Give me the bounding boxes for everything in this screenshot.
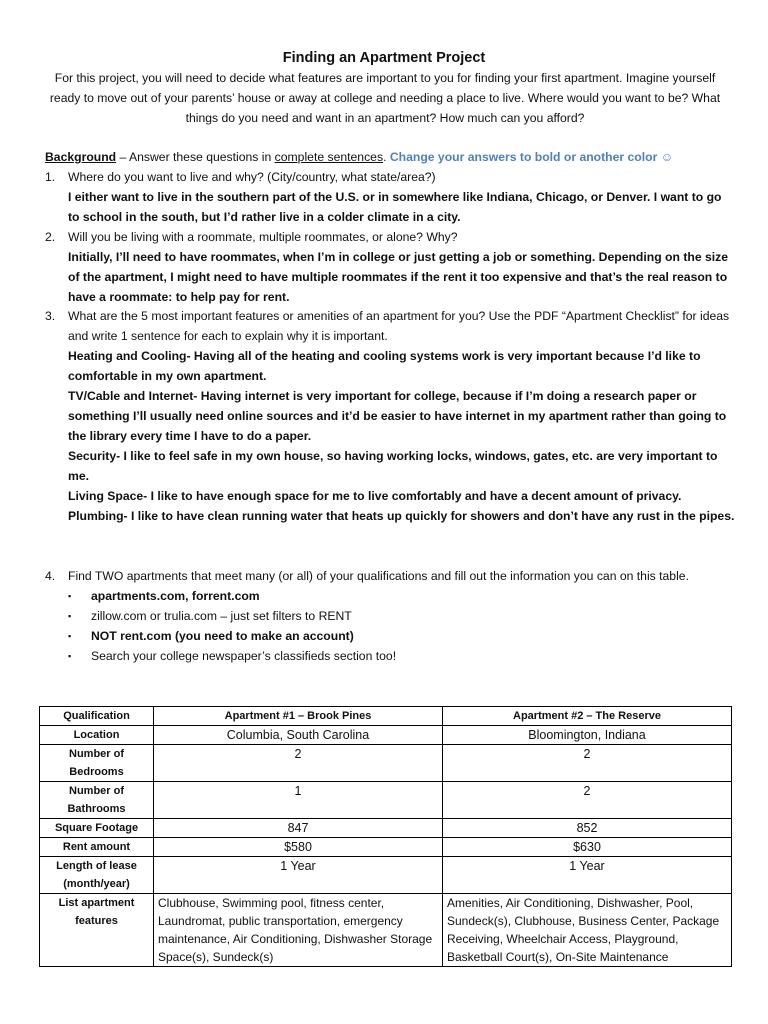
cell-apartment-1: $580 <box>154 838 443 857</box>
page-title: Finding an Apartment Project <box>282 50 486 66</box>
row-label: Number of Bedrooms <box>40 745 154 782</box>
background-label: Background <box>45 150 117 164</box>
complete-sentences-text: complete sentences <box>274 150 384 164</box>
table-row <box>40 782 732 819</box>
resource-list <box>45 586 735 666</box>
question-2 <box>45 227 735 307</box>
answer-plumbing: Plumbing- I like to have clean running water that heats up quickly for showers and don’t have any rust in the pipes. <box>68 509 735 523</box>
row-label: Location <box>40 726 154 745</box>
cell-apartment-2: 1 Year <box>443 857 732 894</box>
table-row <box>40 894 732 967</box>
table-row <box>40 838 732 857</box>
answer-heating: Heating and Cooling- Having all of the heating and cooling systems work is very important because I’d like to comfortable in my own apartment. <box>68 349 701 383</box>
intro-paragraph: For this project, you will need to decide what features are important to you for finding your first apartment. Imagine yourself ready to move out of your parents’ house or away at college and needing a place to live. Where would you want to be? What things do you need and want in an apartment? How much can you afford? <box>49 71 721 125</box>
apartment-comparison-table <box>39 706 732 967</box>
header-apartment-1: Apartment #1 – Brook Pines <box>154 707 443 726</box>
background-text-1: – Answer these questions in <box>116 150 275 164</box>
answer-text: I either want to live in the southern part of the U.S. or in somewhere like Indiana, Chicago, or Denver. I want to go to school in the south, but I’d rather live in a colder climate in a city. <box>68 190 722 224</box>
cell-apartment-1: 2 <box>154 745 443 782</box>
cell-apartment-2: Amenities, Air Conditioning, Dishwasher, Pool, Sundeck(s), Clubhouse, Business Center, Package Receiving, Wheelchair Access, Playground, Basketball Court(s), On-Site Maintenance <box>443 894 732 967</box>
header-apartment-2: Apartment #2 – The Reserve <box>443 707 732 726</box>
cell-apartment-2: 2 <box>443 745 732 782</box>
resource-text: apartments.com, forrent.com <box>91 589 260 603</box>
answer-internet: TV/Cable and Internet- Having internet is very important for college, because if I’m doing a research paper or something I’ll usually need online sources and it’d be easier to have internet in my apartment rather than going to the library every time I have to do a paper. <box>68 389 727 443</box>
row-label: List apartment features <box>40 894 154 967</box>
list-item <box>45 606 735 626</box>
resource-text: Search your college newspaper’s classifieds section too! <box>91 649 397 663</box>
cell-apartment-1: 1 <box>154 782 443 819</box>
table-row <box>40 857 732 894</box>
row-label: Square Footage <box>40 819 154 838</box>
table-row <box>40 726 732 745</box>
bullet-icon: ▪ <box>68 651 72 661</box>
list-item <box>45 586 735 606</box>
table-row <box>40 745 732 782</box>
answer-text: Initially, I’ll need to have roommates, when I’m in college or just getting a job or something. Depending on the size of the apartment, I might need to have multiple roommates if the rent it too expensive and that’s the real reason to have a roommate: to help pay for rent. <box>68 250 729 304</box>
cell-apartment-1: Columbia, South Carolina <box>154 726 443 745</box>
table-row <box>40 819 732 838</box>
resource-text: zillow.com or trulia.com – just set filters to RENT <box>91 609 352 623</box>
list-item <box>45 646 735 666</box>
bullet-icon: ▪ <box>68 591 72 601</box>
cell-apartment-1: 1 Year <box>154 857 443 894</box>
row-label: Rent amount <box>40 838 154 857</box>
cell-apartment-1: Clubhouse, Swimming pool, fitness center, Laundromat, public transportation, emergency maintenance, Air Conditioning, Dishwasher Storage Space(s), Sundeck(s) <box>154 894 443 967</box>
cell-apartment-2: $630 <box>443 838 732 857</box>
color-note: Change your answers to bold or another color ☺ <box>389 150 674 164</box>
cell-apartment-1: 847 <box>154 819 443 838</box>
question-number: 2. <box>45 230 56 244</box>
bullet-icon: ▪ <box>68 611 72 621</box>
header-qualification: Qualification <box>40 707 154 726</box>
background-text-2: . <box>383 150 390 164</box>
question-number: 4. <box>45 569 56 583</box>
question-text: Will you be living with a roommate, multiple roommates, or alone? Why? <box>68 230 458 244</box>
cell-apartment-2: Bloomington, Indiana <box>443 726 732 745</box>
background-instructions <box>45 147 745 167</box>
question-text: Where do you want to live and why? (City/country, what state/area?) <box>68 170 436 184</box>
question-text: What are the 5 most important features or amenities of an apartment for you? Use the PDF “Apartment Checklist” for ideas and write 1 sentence for each to explain why it is important. <box>68 309 730 343</box>
question-text: Find TWO apartments that meet many (or all) of your qualifications and fill out the information you can on this table. <box>68 569 689 583</box>
question-4 <box>45 566 735 666</box>
answer-living-space: Living Space- I like to have enough space for me to live comfortably and have a decent amount of privacy. <box>68 489 682 503</box>
question-number: 1. <box>45 170 56 184</box>
row-label: Number of Bathrooms <box>40 782 154 819</box>
question-number: 3. <box>45 309 56 323</box>
row-label: Length of lease (month/year) <box>40 857 154 894</box>
question-3 <box>45 306 735 526</box>
resource-text: NOT rent.com (you need to make an account) <box>91 629 354 643</box>
answer-security: Security- I like to feel safe in my own house, so having working locks, windows, gates, etc. are very important to me. <box>68 449 718 483</box>
cell-apartment-2: 852 <box>443 819 732 838</box>
bullet-icon: ▪ <box>68 631 72 641</box>
question-1 <box>45 167 735 227</box>
cell-apartment-2: 2 <box>443 782 732 819</box>
list-item <box>45 626 735 646</box>
table-header-row <box>40 707 732 726</box>
